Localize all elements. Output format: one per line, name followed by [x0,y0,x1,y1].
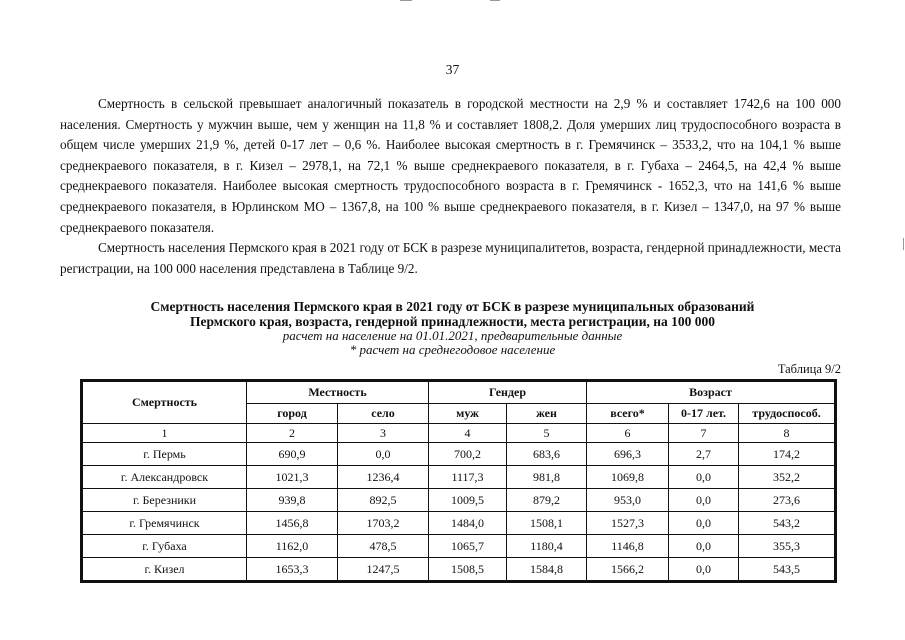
row-municipality: г. Пермь [83,443,247,466]
table-cell: 1484,0 [429,512,507,535]
scan-mark-right [903,238,904,250]
table-cell: 0,0 [669,466,739,489]
table-row [83,443,835,466]
table-cell: 1247,5 [338,558,429,581]
column-number: 1 [83,424,247,443]
table-note-average: * расчет на среднегодовое население [349,342,556,357]
row-municipality: г. Кизел [83,558,247,581]
table-cell: 1146,8 [587,535,669,558]
table-note-population: расчет на население на 01.01.2021, предварительные данные [282,328,623,343]
row-municipality: г. Гремячинск [83,512,247,535]
table-cell: 939,8 [247,489,338,512]
table-cell: 1508,1 [507,512,587,535]
table-cell: 0,0 [669,512,739,535]
table-cell: 0,0 [338,443,429,466]
subheader-male: муж [429,404,507,424]
subheader-working-age: трудоспособ. [739,404,835,424]
paragraph-mortality-summary: Смертность в сельской превышает аналогичный показатель в городской местности на 2,9 % и составляет 1742,6 на 100 000 населения. Смертность у мужчин выше, чем у женщин на 11,8 % и составляет 1808,2. Доля умерших лиц трудоспособного возраста в общем числе умерших 21,9 %, детей 0-17 лет – 0,6 %. Наиболее высокая смертность в г. Гремячинск – 3533,2, что на 104,1 % выше среднекраевого показателя, в г. Кизел – 2978,1, на 72,1 % выше среднекраевого показателя, в г. Губаха – 2464,5, на 42,4 % выше среднекраевого показателя. Наиболее высокая смертность трудоспособного возраста в г. Гремячинск - 1652,3, что на 141,6 % выше среднекраевого показателя, в Юрлинском МО – 1367,8, на 100 % выше среднекраевого показателя, в г. Кизел – 1347,0, на 97 % выше среднекраевого показателя. [60,96,841,235]
column-number: 7 [669,424,739,443]
scan-mark-top [400,0,412,1]
table-cell: 1584,8 [507,558,587,581]
row-municipality: г. Березники [83,489,247,512]
table-cell: 355,3 [739,535,835,558]
subheader-city: город [247,404,338,424]
table-title-line-2: Пермского края, возраста, гендерной принадлежности, места регистрации, на 100 000 [189,313,716,329]
table-row [83,466,835,489]
table-cell: 1456,8 [247,512,338,535]
table-cell: 1117,3 [429,466,507,489]
table-cell: 683,6 [507,443,587,466]
table-cell: 478,5 [338,535,429,558]
scan-mark-top-right [490,0,500,1]
table-title-line-1: Смертность населения Пермского края в 2021 году от БСК в разрезе муниципальных образований [150,299,755,314]
body-text [60,94,841,279]
table-row [83,558,835,581]
table-cell: 981,8 [507,466,587,489]
row-municipality: г. Губаха [83,535,247,558]
table-cell: 892,5 [338,489,429,512]
column-number-row [83,424,835,443]
table-cell: 1703,2 [338,512,429,535]
column-number: 2 [247,424,338,443]
table-cell: 1508,5 [429,558,507,581]
subheader-children: 0-17 лет. [669,404,739,424]
column-number: 8 [739,424,835,443]
table-cell: 0,0 [669,535,739,558]
mortality-table [82,381,835,581]
table-cell: 879,2 [507,489,587,512]
table-cell: 543,5 [739,558,835,581]
table-cell: 1009,5 [429,489,507,512]
table-cell: 352,2 [739,466,835,489]
paragraph-table-intro: Смертность населения Пермского края в 2021 году от БСК в разрезе муниципалитетов, возраста, гендерной принадлежности, места регистрации, на 100 000 населения представлена в Таблице 9/2. [60,240,841,276]
table-cell: 543,2 [739,512,835,535]
subheader-village: село [338,404,429,424]
table-heading [0,300,905,357]
table-cell: 1180,4 [507,535,587,558]
table-cell: 1236,4 [338,466,429,489]
column-number: 5 [507,424,587,443]
header-mortality: Смертность [83,382,247,424]
subheader-total: всего* [587,404,669,424]
table-cell: 1527,3 [587,512,669,535]
table-cell: 273,6 [739,489,835,512]
table-cell: 2,7 [669,443,739,466]
table-cell: 174,2 [739,443,835,466]
column-number: 6 [587,424,669,443]
table-cell: 953,0 [587,489,669,512]
table-cell: 1069,8 [587,466,669,489]
table-row [83,489,835,512]
table-cell: 696,3 [587,443,669,466]
table-number-label: Таблица 9/2 [777,362,841,376]
table-cell: 0,0 [669,558,739,581]
header-group-age: Возраст [587,382,835,404]
table-cell: 1653,3 [247,558,338,581]
table-row [83,512,835,535]
table-cell: 0,0 [669,489,739,512]
table-cell: 1021,3 [247,466,338,489]
table-cell: 1162,0 [247,535,338,558]
page-number: 37 [445,62,460,77]
table-row [83,535,835,558]
header-group-gender: Гендер [429,382,587,404]
header-group-row [83,382,835,404]
table-cell: 1566,2 [587,558,669,581]
table-cell: 1065,7 [429,535,507,558]
row-municipality: г. Александровск [83,466,247,489]
subheader-female: жен [507,404,587,424]
column-number: 4 [429,424,507,443]
table-cell: 690,9 [247,443,338,466]
table-cell: 700,2 [429,443,507,466]
header-group-locality: Местность [247,382,429,404]
column-number: 3 [338,424,429,443]
